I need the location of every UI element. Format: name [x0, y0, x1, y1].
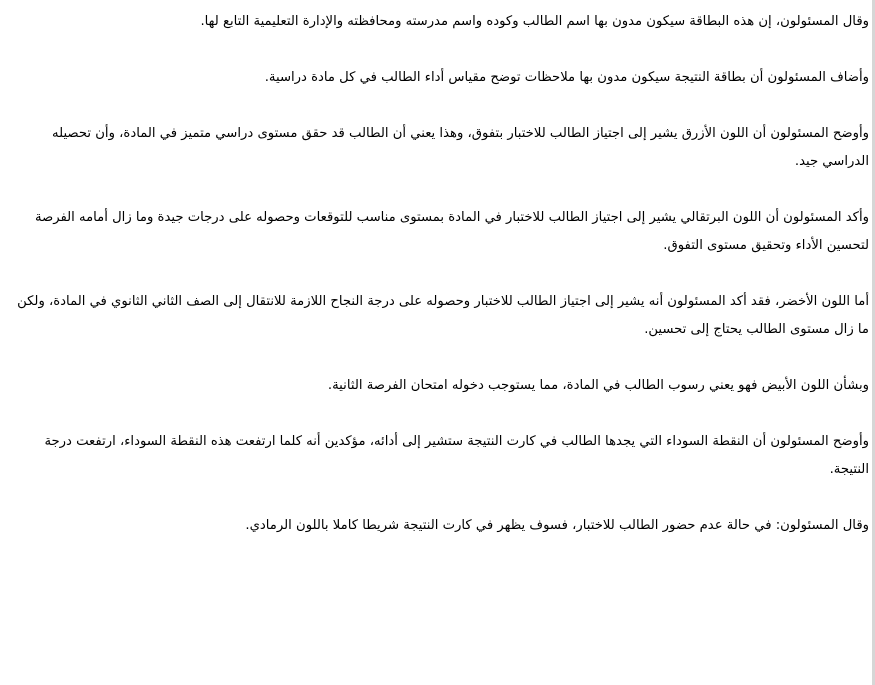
- paragraph-black-dot: وأوضح المسئولون أن النقطة السوداء التي يجدها الطالب في كارت النتيجة ستشير إلى أدائه، مؤكدين أنه كلما ارتفعت هذه النقطة السوداء، ارتفعت درجة النتيجة.: [44, 434, 869, 477]
- paragraph-orange-color: وأكد المسئولون أن اللون البرتقالي يشير إلى اجتياز الطالب للاختبار في المادة بمستوى مناسب للتوقعات وحصوله على درجات جيدة وما زال أمامه الفرصة لتحسين الأداء وتحقيق مستوى التفوق.: [34, 210, 869, 253]
- paragraph-white-color: وبشأن اللون الأبيض فهو يعني رسوب الطالب في المادة، مما يستوجب دخوله امتحان الفرصة الثانية.: [327, 378, 869, 393]
- paragraph-absence-gray-bar: وقال المسئولون: في حالة عدم حضور الطالب للاختبار، فسوف يظهر في كارت النتيجة شريطا كاملا باللون الرمادي.: [245, 518, 869, 533]
- paragraph-performance-notes: وأضاف المسئولون أن بطاقة النتيجة سيكون مدون بها ملاحظات توضح مقياس أداء الطالب في كل مادة دراسية.: [264, 70, 869, 85]
- paragraph-green-color: أما اللون الأخضر، فقد أكد المسئولون أنه يشير إلى اجتياز الطالب للاختبار وحصوله على درجة النجاح اللازمة للانتقال إلى الصف الثاني الثانوي في المادة، ولكن ما زال مستوى الطالب يحتاج إلى تحسين.: [17, 294, 869, 337]
- paragraph-blue-color: وأوضح المسئولون أن اللون الأزرق يشير إلى اجتياز الطالب للاختبار بتفوق، وهذا يعني أن الطالب قد حقق مستوى دراسي متميز في المادة، وأن تحصيله الدراسي جيد.: [52, 126, 869, 169]
- paragraph-card-contents: وقال المسئولون، إن هذه البطاقة سيكون مدون بها اسم الطالب وكوده واسم مدرسته ومحافظته والإدارة التعليمية التابع لها.: [200, 14, 869, 29]
